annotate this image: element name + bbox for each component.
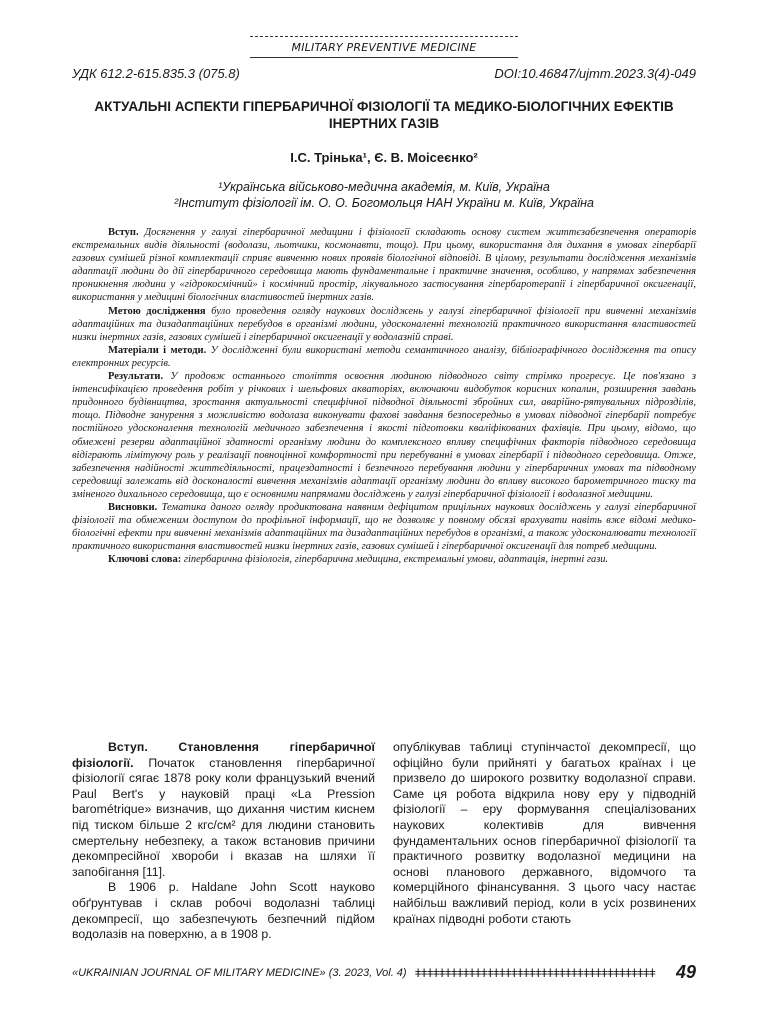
body-paragraph-3: опублікував таблиці ступінчастої декомпресії, що офіційно були прийняті у багатьох країнах і це призвело до широкого розвитку водолазної справи. Саме ця робота відкрила нову еру у підводній фізіології – еру формування спеціалізованих наукових колективів для вивчення фундаментальних основ гіпербаричної фізіології та практичного розвитку водолазної медицини на основі планового державного, відомчого та комерційного фінансування. З цього часу настає найбільш важливий період, коли в усіх розвинених країнах підводні роботи стають [393,740,696,926]
page-footer [72,962,696,983]
body-paragraph-1-text: Початок становлення гіпербаричної фізіології сягає 1878 року коли французький вчений Paul Bert's у науковій праці «La Pression barométrique» визначив, що дихання чистим киснем під тиском більше 2 кгс/см² для людини становить смертельну небезпеку, а також встановив причини декомпресійної хвороби і вказав на шляхи її запобігання [11]. [72,755,375,879]
abstract-methods-label: Матеріали і методи. [108,344,207,356]
body-column-left [72,740,375,943]
body-paragraph-1 [72,740,375,880]
abstract-results-label: Результати. [108,371,164,383]
abstract-aim [72,305,696,344]
abstract-methods-text: У дослідженні були використані методи семантичного аналізу, бібліографічного дослідження та опису електронних ресурсів. [72,344,697,369]
udc-code: УДК 612.2-615.835.3 (075.8) [72,66,240,81]
abstract-conclusions-label: Висновки. [108,501,158,513]
body-column-right [393,740,696,943]
abstract-results [72,370,696,501]
abstract-intro-text: Досягнення у галузі гіпербаричної медицини і фізіології складають основу систем життєзабезпечення операторів екстремальних видів діяльності (водолази, льотчики, космонавти, тощо). При цьому, використання для дихання в умовах гіпербарії газових сумішей різної комплектації сприяє вивченню нових проявів біологічної відповіді. В цілому, результати дослідження механізмів адаптації людини до дії гіпербаричного середовища мають фундаментальне і практичне значення, особливо, у напрямах забезпечення проникнення людини у «гідрокосмічний» і космічний простір, лікувального застосування гіпербаротерапії і гіпербаричної оксигенації, використання у медицині біологічних властивостей інертних газів. [72,227,697,304]
affiliation-1: ¹Українська військово-медична академія, м. Київ, Україна [218,180,550,194]
abstract-keywords-label: Ключові слова: [108,554,182,566]
footer-journal: «UKRAINIAN JOURNAL OF MILITARY MEDICINE» (3. 2023, Vol. 4) [72,966,407,979]
abstract-conclusions-text: Тематика даного огляду продиктована наявним дефіцитом прицільних наукових досліджень у галузі гіпербаричної фізіології та обмеженим доступом до профільної інформації, що не дозволяє у повному обсязі врахувати навіть вже відомі медико-біологічні ефекти при вивченні механізмів адаптаційних та дизадаптаційних перебудов в організмі, а також удосконалювати технології практичного використання властивостей низки інертних газів, газових сумішей і гіпербаричної оксигенації для потреб медицини. [72,501,696,553]
page-number: 49 [675,962,696,982]
section-heading: Вступ. Становлення гіпербаричної фізіології. [72,740,375,770]
abstract-intro [72,226,696,305]
footer-ornament: ǂǂǂǂǂǂǂǂǂǂǂǂǂǂǂǂǂǂǂǂǂǂǂǂǂǂǂǂǂǂǂǂǂǂǂǂǂǂǂǂ [414,965,655,980]
abstract-keywords-text: гіпербарична фізіологія, гіпербарична медицина, екстремальні умови, адаптація, інертні гази. [183,554,609,566]
body-text [72,740,696,943]
article-meta [72,66,696,81]
abstract-aim-label: Метою дослідження [108,305,206,317]
abstract [72,226,696,566]
running-head-text: MILITARY PREVENTIVE MEDICINE [291,41,477,54]
affiliation-2: ²Інститут фізіології ім. О. О. Богомольця НАН України м. Київ, Україна [174,196,594,210]
running-head-bottom-rule [250,57,518,58]
abstract-aim-text: було проведення огляду наукових досліджень у галузі гіпербаричної фізіології при вивченні механізмів адаптаційних та дизадаптаційних перебудов в організмі людини, удосконаленні технологій практичного використання властивостей низки інертних газів, газових сумішей і гіпербаричної оксигенації у водолазній справі. [72,305,697,343]
abstract-keywords [72,553,696,566]
article-title: АКТУАЛЬНІ АСПЕКТИ ГІПЕРБАРИЧНОЇ ФІЗІОЛОГІЇ ТА МЕДИКО-БІОЛОГІЧНИХ ЕФЕКТІВ ІНЕРТНИХ ГАЗІВ [94,99,674,131]
body-paragraph-2: В 1906 р. Haldane John Scott науково обґрунтував і склав робочі водолазні таблиці декомпресії, що забезпечують безпечний підйом водолазів на поверхню, а в 1908 р. [72,880,375,942]
affiliations [72,179,696,211]
abstract-intro-label: Вступ. [108,227,139,238]
doi[interactable]: DOI:10.46847/ujmm.2023.3(4)-049 [494,66,696,81]
running-head [250,36,518,58]
authors: І.С. Трінька¹, Є. В. Моісеєнко² [290,150,478,165]
abstract-methods [72,344,696,370]
abstract-results-text: У продовж останнього століття освоєння людиною підводного світу стрімко прогресує. Це пов'язано з інтенсифікацією проведення робіт у річкових і шельфових акваторіях, включаючи видобуток корисних копалин, розширення завдань придонного будівництва, зростання актуальності специфічної підводної діяльності збройних сил, аварійно-рятувальних підрозділів, тощо. Підводне занурення з можливістю водолаза виконувати фахові завдання безпосередньо в умовах підводної гіпербарії потребує постійного удосконалення технологій медичного забезпечення і якості підготовки кваліфікованих фахівців. При цьому, відомо, що обмежені резерви адаптаційної здатності організму людини до комплексного впливу специфічних факторів підводного середовища відіграють лімітуючу роль у реалізації повноцінної комфортності при перебуванні в умовах гіпербарії і підводного середовища. Отже, забезпечення надійності життєдіяльності, працездатності і безпечного перебування людини у гіпербаричних умовах та підводному середовищі залежать від досконалості вивчення механізмів адаптації організму людини до впливу високого барометричного тиску та зміненого дихального середовища, що є основними напрямами досліджень у галузі гіпербаричної фізіології і водолазної медицини. [72,371,696,500]
abstract-conclusions [72,501,696,553]
running-head-top-rule [250,36,518,37]
